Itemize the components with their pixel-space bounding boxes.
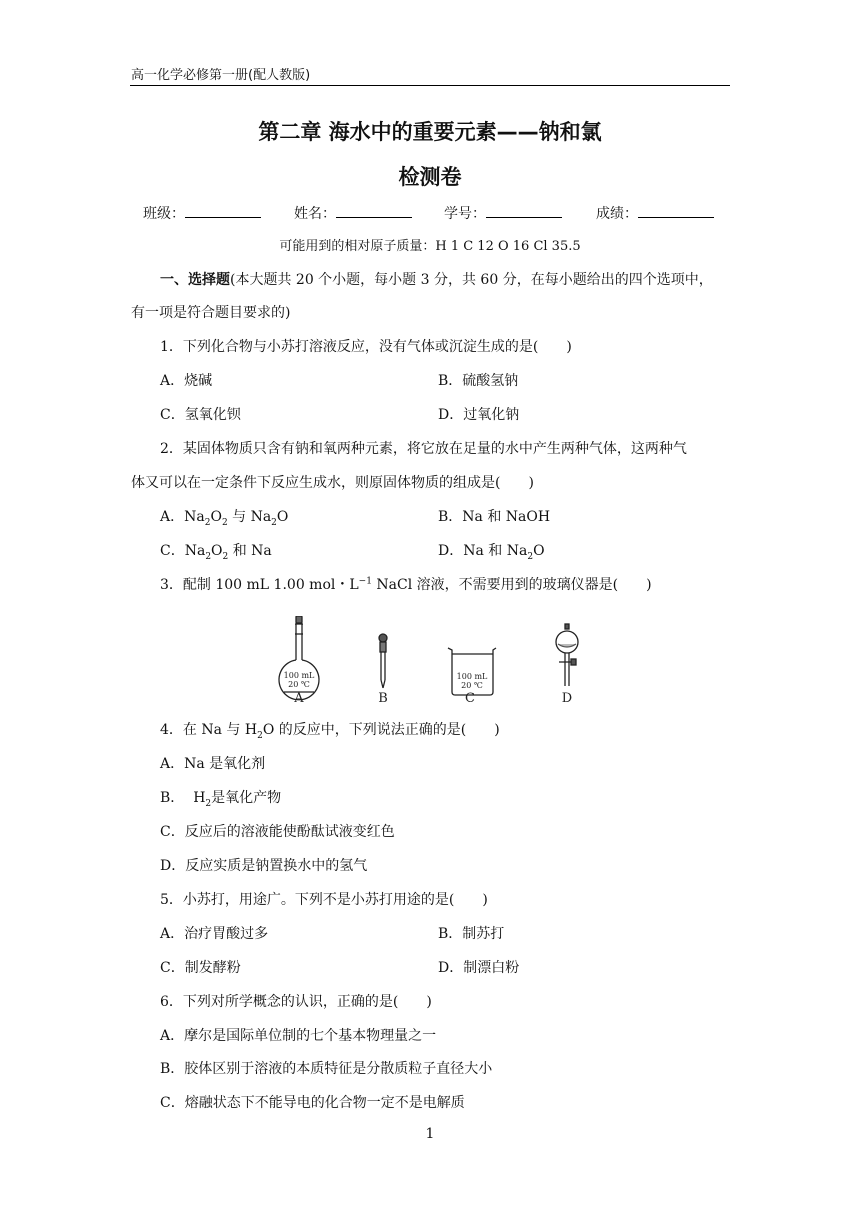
q6-option-b[interactable]: B．胶体区别于溶液的本质特征是分散质粒子直径大小 [160,1061,493,1077]
class-blank[interactable] [185,204,261,218]
volumetric-flask-icon[interactable] [279,616,319,700]
field-name: 姓名： [294,204,412,224]
q2-option-c[interactable]: C．$Na_2O_2$ 和 Na [160,543,272,562]
glassware-figure [270,616,600,706]
dropper-icon[interactable] [379,634,387,688]
q5-option-c[interactable]: C．制发酵粉 [160,960,241,976]
q6-option-c[interactable]: C．熔融状态下不能导电的化合物一定不是电解质 [160,1095,465,1111]
q2-option-d[interactable]: D．Na 和 $Na_2O$ [438,543,545,562]
q2-option-b[interactable]: B．Na 和 NaOH [438,509,551,525]
q1-stem: 1．下列化合物与小苏打溶液反应，没有气体或沉淀生成的是( ) [160,339,572,355]
section1-heading [160,270,713,290]
q5-option-b[interactable]: B．制苏打 [438,926,505,942]
label-d: D [561,691,573,706]
label-c: C [465,691,475,706]
label-b: B [378,691,388,706]
label-a: A [294,691,304,706]
header-book-title: 高一化学必修第一册(配人教版) [131,68,311,83]
q5-option-d[interactable]: D．制漂白粉 [438,960,520,976]
q1-option-a[interactable]: A．烧碱 [160,373,213,389]
page-number: 1 [425,1126,435,1142]
q4-option-b[interactable]: B． $H_2$是氧化产物 [160,790,282,809]
paper-title: 检测卷 [398,165,462,189]
q1-option-d[interactable]: D．过氧化钠 [438,407,520,423]
separatory-funnel-icon[interactable] [556,624,578,686]
q4-stem: 4．在 Na 与 $H_2O$ 的反应中，下列说法正确的是( ) [160,722,500,741]
atomic-mass-note: 可能用到的相对原子质量：H 1 C 12 O 16 Cl 35.5 [279,239,581,254]
svg-text:20 ℃: 20 ℃ [288,680,310,689]
q1-option-c[interactable]: C．氢氧化钡 [160,407,241,423]
field-score: 成绩： [596,204,714,224]
name-blank[interactable] [336,204,412,218]
q4-option-a[interactable]: A．Na 是氧化剂 [160,756,266,772]
q6-option-a[interactable]: A．摩尔是国际单位制的七个基本物理量之一 [160,1028,437,1044]
beaker-icon[interactable] [448,648,496,695]
q5-option-a[interactable]: A．治疗胃酸过多 [160,926,269,942]
q4-option-c[interactable]: C．反应后的溶液能使酚酞试液变红色 [160,824,395,840]
section1-desc-a: (本大题共 20 个小题，每小题 3 分，共 60 分，在每小题给出的四个选项中， [230,272,713,288]
score-blank[interactable] [638,204,714,218]
q6-stem: 6．下列对所学概念的认识，正确的是( ) [160,994,432,1010]
chapter-title: 第二章 海水中的重要元素——钠和氯 [258,120,602,144]
q3-stem: 3．配制 100 mL 1.00 mol・$L^{-1}$ NaCl 溶液，不需要用到的玻璃仪器是( ) [160,576,652,593]
svg-text:100 mL: 100 mL [283,671,315,680]
section1-name: 一、选择题 [160,272,230,288]
svg-text:100 mL: 100 mL [456,672,488,681]
field-class: 班级： [143,204,261,224]
q2-stem-a: 2．某固体物质只含有钠和氧两种元素，将它放在足量的水中产生两种气体，这两种气 [160,441,687,457]
q2-option-a[interactable]: A．$Na_2O_2$ 与 $Na_2O$ [160,509,289,528]
svg-text:20 ℃: 20 ℃ [461,681,483,690]
section1-desc-b: 有一项是符合题目要求的) [131,305,291,321]
q2-stem-b: 体又可以在一定条件下反应生成水，则原固体物质的组成是( ) [131,475,534,491]
field-student-no: 学号： [444,204,562,224]
header-divider [130,85,730,86]
q4-option-d[interactable]: D．反应实质是钠置换水中的氢气 [160,858,368,874]
student-no-blank[interactable] [486,204,562,218]
q5-stem: 5．小苏打，用途广。下列不是小苏打用途的是( ) [160,892,488,908]
q1-option-b[interactable]: B．硫酸氢钠 [438,373,519,389]
